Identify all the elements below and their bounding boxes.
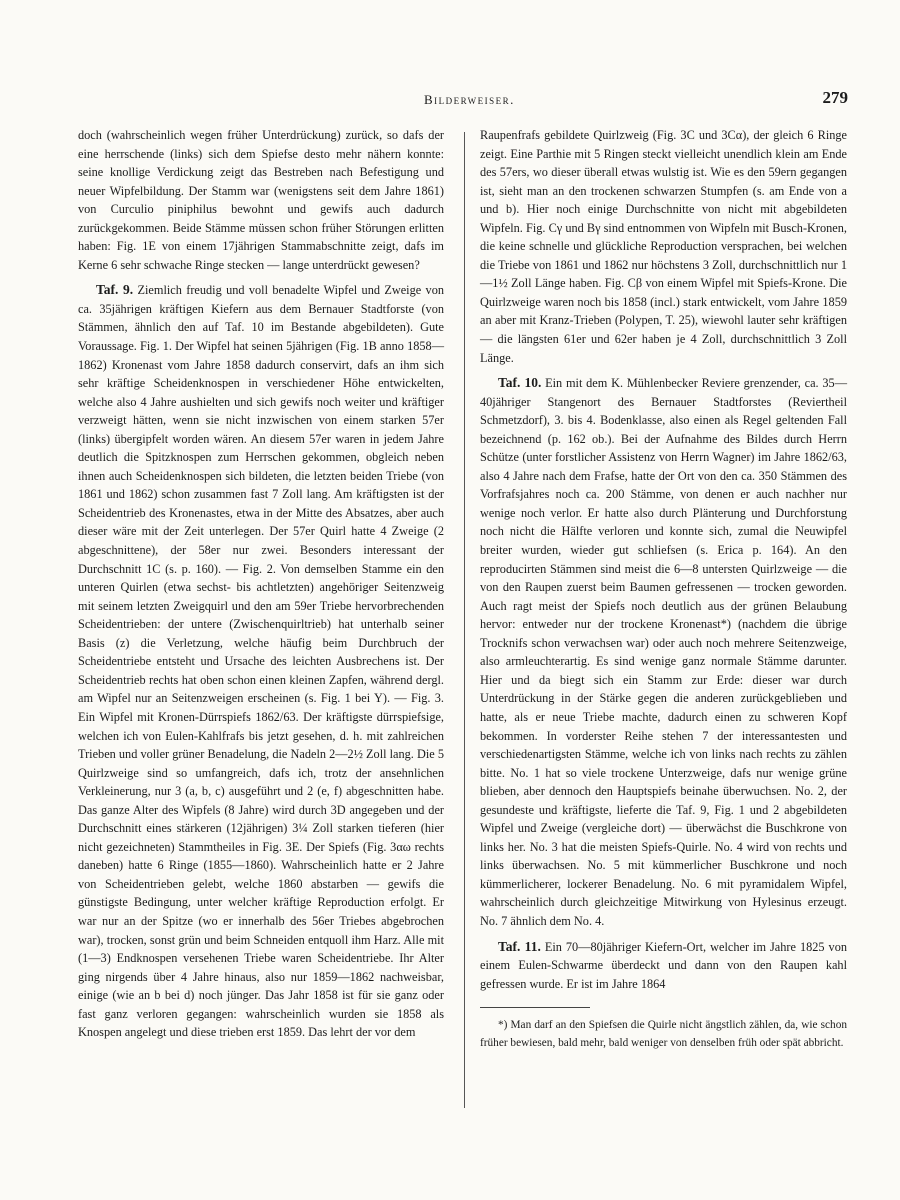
taf-9-label: Taf. 9. [96, 282, 134, 298]
footnote: *) Man darf an den Spiefsen die Quirle nicht ängstlich zählen, da, wie schon früher bewiesen, bald mehr, bald weniger von denselben früh oder spät abbricht. [480, 1019, 847, 1049]
footnote-spacer [480, 993, 847, 1017]
right-column [480, 126, 847, 1052]
paragraph-continuation: doch (wahrscheinlich wegen früher Unterdrückung) zurück, so dafs der eine herrschende (links) sich dem Spiefse desto mehr nähern konnte: seine knollige Verdickung zeigt das Bestreben nach Befestigung und neuer Wipfelbildung. Der Stamm war (wenigstens seit dem Jahre 1861) von Curculio piniphilus bewohnt und gewifs auch dadurch zurückgekommen. Beide Stämme müssen schon früher Störungen erlitten haben: Fig. 1E von einem 17jährigen Stammabschnitte zeigt, dafs im Kerne 6 sehr schwache Ringe stecken — lange unterdrückt gewesen? [78, 128, 444, 272]
footnote-rule [480, 1007, 590, 1008]
page-header [0, 88, 900, 110]
left-column [78, 126, 444, 1042]
paragraph-continuation-right: Raupenfrafs gebildete Quirlzweig (Fig. 3C und 3Cα), der gleich 6 Ringe zeigt. Eine Parthie mit 5 Ringen steckt vielleicht unendlich klein am Ende des 57ers, wo dieser überall etwas wulstig ist. Wie es den 59ern gegangen ist, sieht man an den trockenen schwarzen Stumpfen (s. am Ende von a und b). Hier noch einige Durchschnitte von nicht mit abgebildeten Wipfeln. Fig. Cγ und Bγ sind entnommen von Wipfeln mit Busch-Kronen, die keine schnelle und glückliche Reproduction versprachen, bei welchen die Triebe von 1861 und 1862 nur höchstens 3 Zoll, durchschnittlich nur 1—1½ Zoll Länge haben. Fig. Cβ von einem Wipfel mit Spiefs-Krone. Die Quirlzweige waren noch bis 1858 (incl.) stark entwickelt, vom Jahre 1859 an aber mit Kranz-Trieben (Polypen, T. 25), wiewohl lauter sehr kräftigen — die längsten 61er und 62er haben je 4 Zoll, durchschnittlich 3 Zoll Länge. [480, 128, 847, 365]
taf-9-text: Ziemlich freudig und voll benadelte Wipfel und Zweige von ca. 35jährigen kräftigen Kiefern aus dem Bernauer Stadtforste (von Stämmen, ähnlich den auf Taf. 10 im Bestande abgebildeten). Gute Voraussage. Fig. 1. Der Wipfel hat seinen 5jährigen (Fig. 1B anno 1858—1862) Kronenast vom Jahre 1858 dadurch conservirt, dafs an ihm sich sehr kräftige Scheidenknospen in verschiedener Höhe entwickelten, welche also 4 Jahre aushielten und sich gewifs noch weiter und kräftiger verzweigt hätten, wenn sie nicht inzwischen von einem starken 57er (links) übergipfelt worden wären. An diesem 57er waren in jedem Jahre deutlich die Spitzknospen zum Herrschen gekommen, obgleich neben ihnen auch Scheidenknospen sich bildeten, die letzten beiden Triebe (von 1861 und 1862) schon zusammen fast 7 Zoll lang. Am kräftigsten ist der Scheidentrieb des Kronenastes, etwa in der Mitte des Absatzes, aber auch dieser wäre mit der Zeit unterlegen. Der 57er Quirl hatte 4 Zweige (2 abgeschnittene), der 58er nur zwei. Besonders interessant der Durchschnitt 1C (s. p. 160). — Fig. 2. Von demselben Stamme ein den unteren Quirlen (etwa sechst- bis achtletzten) angehöriger Seitenzweig mit seinem letzten Zweigquirl und den am 59er Triebe hervorbrechenden Scheidentrieben: der untere (Zwischenquirltrieb) hat unterhalb seiner Basis (z) die Verletzung, welche häufig beim Durchbruch der Scheidentriebe entsteht und Ursache des leichten Ausbrechens ist. Der Scheidentrieb rechts hat oben schon einen kleinen Zapfen, während dergl. am Wipfel nur an Seitenzweigen erscheinen (s. Fig. 1 bei Y). — Fig. 3. Ein Wipfel mit Kronen-Dürrspiefs 1862/63. Der kräftigste dürrspiefsige, welchen ich von Eulen-Kahlfrafs bis jetzt gesehen, d. h. mit zahlreichen Trieben und voller grüner Benadelung, die Nadeln 2—2½ Zoll lang. Die 5 Quirlzweige sind so umfangreich, dafs ich, trotz der ansehnlichen Verkleinerung, nur 3 (a, b, c) ausgeführt und 2 (e, f) abgeschnitten habe. Das ganze Alter des Wipfels (8 Jahre) wird durch 3D angegeben und der Durchschnitt eines stärkeren (12jährigen) 3¼ Zoll starken tieferen (hier nicht gezeichneten) Stammtheiles in Fig. 3E. Der Spiefs (Fig. 3αω rechts daneben) hatte 6 Ringe (1855—1860). Wahrscheinlich hatte er 2 Jahre von Scheidentrieben gelebt, welche 1860 abstarben — gewifs die günstigste Bedingung, unter welcher kräftige Reproduction erfolgt. Er war nur an der Spitze (wo er innerhalb des 56er Triebes abgebrochen war), trocken, sonst grün und beim Schneiden entquoll ihm Harz. Alle mit (1—3) Endknospen versehenen Triebe waren Scheidentriebe. Ihr Alter ging nirgends über 4 Jahre hinaus, also nur 1859—1862 nachweisbar, einige (wie an b bei d) noch jünger. Das Jahr 1858 ist für sie ganz oder fast ganz verloren gegangen: wahrscheinlich wurden sie 1858 als Knospen angelegt und diese trieben erst 1859. Das lehrt der vor dem [78, 283, 444, 1040]
paragraph-taf-10 [480, 374, 847, 930]
paragraph-taf-9 [78, 281, 444, 1041]
page-number: 279 [822, 88, 848, 107]
taf-11-label: Taf. 11. [498, 938, 541, 954]
taf-10-text: Ein mit dem K. Mühlenbecker Reviere grenzender, ca. 35—40jähriger Stangenort des Bernauer Stadtforstes (Reviertheil Schmetzdorf), 3. bis 4. Bodenklasse, also einen als Regel geltenden Fall bezeichnend (p. 162 ob.). Bei der Aufnahme des Bildes durch Herrn Schütze (unter forstlicher Assistenz von Herrn Wagner) im Jahre 1862/63, also 4 Jahre nach dem Frafse, hatte der Ort von den ca. 350 Stämmen des Vorfrafsjahres noch ca. 200 Stämme, von denen er auch nachher nur wenige noch verlor. Er hatte also durch Plänterung und Durchforstung noch nicht die Hälfte verloren und konnte sich, zumal die Neuwipfel breiter wurden, wieder gut schliefsen (s. Erica p. 164). An den reproducirten Stämmen sind meist die 6—8 untersten Quirlzweige — die von den Raupen zuerst beim Baumen gefressenen — trocken geworden. Auch ragt meist der Spiefs noch deutlich aus der grünen Belaubung hervor: entweder nur der trockene Kronenast*) (nachdem die übrige Trocknifs schon verwachsen war) oder auch noch mehrere Seitenzweige, also armleuchterartig. Es sind wenige ganz normale Stämme darunter. Hier und da biegt sich ein Stamm zur Erde: dieser war durch Unterdrückung in der Stärke gegen die anderen zurückgeblieben und hatte, als er neue Triebe machte, dadurch einen zu schweren Kopf bekommen. In vorderster Reihe stehen 7 der interessantesten und verschiedenartigsten Stämme, welche ich von links nach rechts zu zählen bitte. No. 1 hat so viele trockene Unterzweige, dafs nur wenige grüne blieben, aber dennoch den Hauptspiefs beinahe überwuchsen. No. 2, der gesundeste und kräftigste, lieferte die Taf. 9, Fig. 1 und 2 abgebildeten Wipfel und Zweige (vergleiche dort) — überwächst die Buschkrone von links her. No. 3 hat die meisten Spiefs-Quirle. No. 4 wird von rechts und links überwachsen. No. 5 mit kümmerlicher Buschkrone und noch kümmerlicherer, lockerer Benadelung. No. 6 mit pyramidalem Wipfel, wahrscheinlich durch gleichzeitige Mitwirkung von Hylesinus erzeugt. No. 7 ähnlich dem No. 4. [480, 376, 847, 928]
paragraph-taf-11 [480, 938, 847, 994]
taf-10-label: Taf. 10. [498, 375, 542, 391]
taf-11-text: Ein 70—80jähriger Kiefern-Ort, welcher im Jahre 1825 von einem Eulen-Schwarme überdeckt und dann von den Raupen kahl gefressen wurde. Er ist im Jahre 1864 [480, 939, 847, 991]
column-divider [464, 132, 465, 1108]
running-head: Bilderweiser. [424, 92, 515, 107]
text-columns [78, 126, 862, 1116]
